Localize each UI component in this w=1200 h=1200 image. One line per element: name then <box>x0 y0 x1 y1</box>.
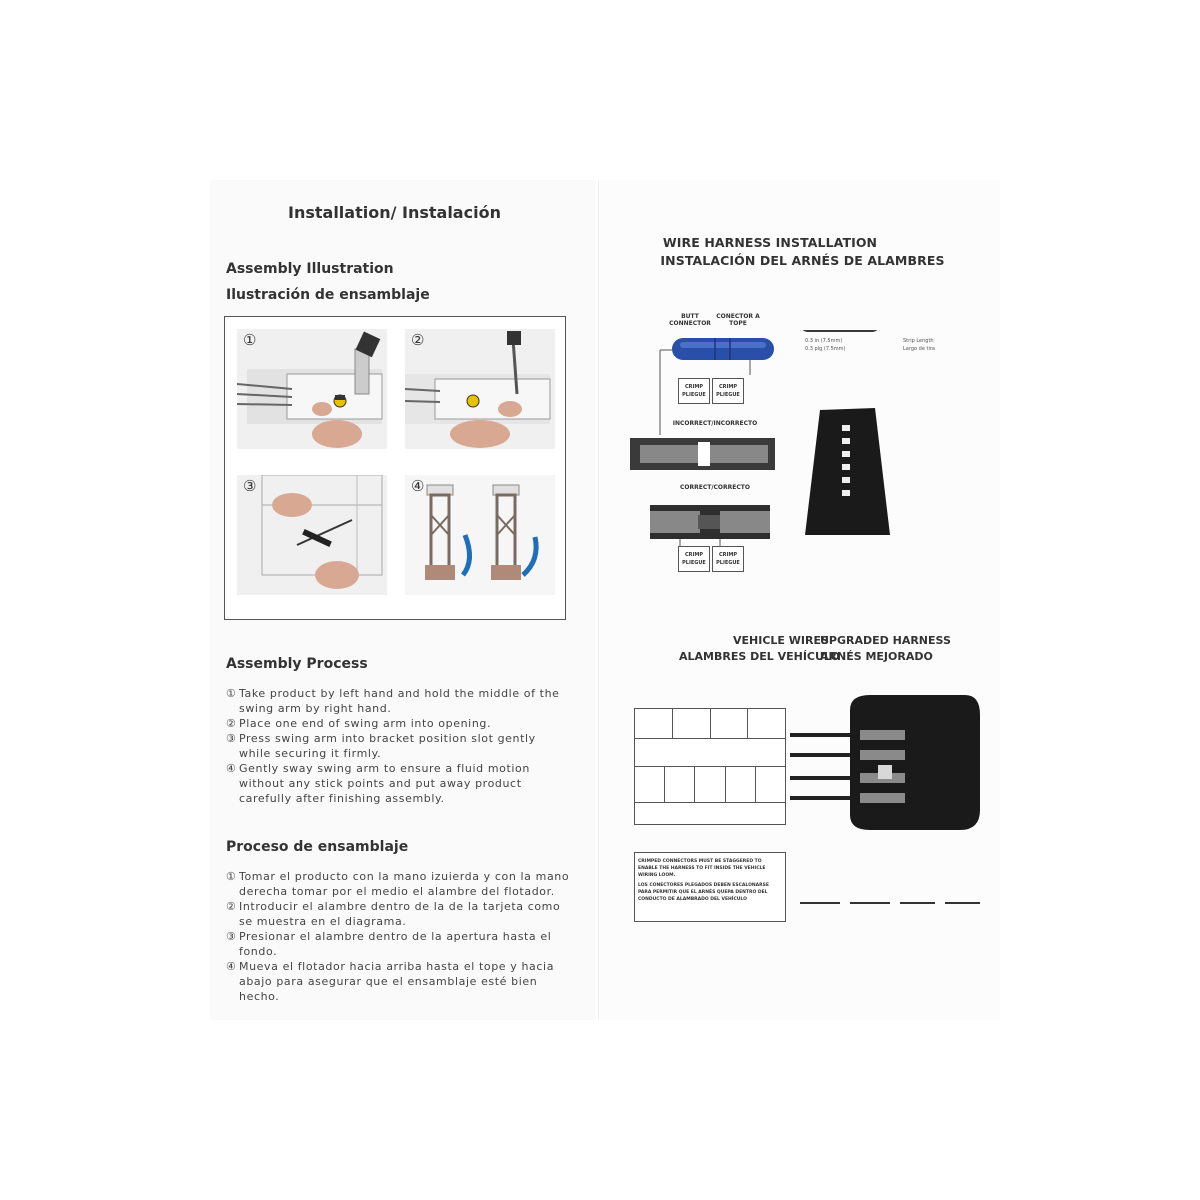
wire-color-table <box>634 708 786 825</box>
step-1-number: ① <box>243 331 257 349</box>
correct-label: CORRECT/CORRECTO <box>680 484 750 491</box>
staggered-wires-diagram <box>795 875 985 925</box>
crimp-box: CRIMP PLIEGUE <box>678 546 710 572</box>
assembly-illustration-heading: Assembly Illustration <box>226 261 394 277</box>
butt-connector-label: BUTT CONNECTOR <box>669 313 711 327</box>
wire-harness-title-es: INSTALACIÓN DEL ARNÉS DE ALAMBRES <box>660 253 945 268</box>
page-divider <box>598 180 599 1020</box>
process-step-en: ③ Press swing arm into bracket position slot gently while securing it firmly. <box>226 732 536 760</box>
strip-length-en: Strip Length <box>903 338 934 344</box>
strip-length-es: Largo de tira <box>903 346 935 352</box>
strip-measure-en: 0.3 in (7.5mm) <box>805 338 843 344</box>
note-en: CRIMPED CONNECTORS MUST BE STAGGERED TO ENABLE THE HARNESS TO FIT INSIDE THE VEHICLE WIRING LOOM. <box>638 859 766 878</box>
step-3-photo <box>237 475 387 595</box>
assembly-illustration-box <box>224 316 566 620</box>
process-step-en: ④ Gently sway swing arm to ensure a fluid motion without any stick points and put away product carefully after finishing assembly. <box>226 762 530 805</box>
wire-harness-title-en: WIRE HARNESS INSTALLATION <box>662 235 878 250</box>
step-2-number: ② <box>411 331 425 349</box>
incorrect-label: INCORRECT/INCORRECTO <box>672 420 758 427</box>
step-3-illustration <box>237 475 387 595</box>
note-es: LOS CONECTORES PLEGADOS DEBEN ESCALONARSE PARA PERMITIR QUE EL ARNÉS QUEPA DENTRO DEL CONDUCTO DE ALAMBRADO DEL VEHÍCULO <box>638 883 769 902</box>
strip-measure-es: 0.3 plg (7.5mm) <box>805 346 846 352</box>
process-step-es: ③ Presionar el alambre dentro de la apertura hasta el fondo. <box>226 930 552 958</box>
upgraded-harness-label: UPGRADED HARNESS <box>820 634 951 647</box>
step-3-number: ③ <box>243 477 257 495</box>
process-step-en: ② Place one end of swing arm into opening. <box>226 717 492 730</box>
staggered-connectors-note <box>634 852 786 922</box>
upgraded-harness-es-label: ARNÉS MEJORADO <box>820 650 933 663</box>
assembly-process-list <box>226 686 571 806</box>
process-step-es: ④ Mueva el flotador hacia arriba hasta el tope y hacia abajo para asegurar que el ensamblaje esté bien hecho. <box>226 960 555 1003</box>
wire-harness-diagram <box>620 330 1000 580</box>
conector-tope-label: CONECTOR A TOPE <box>716 313 760 327</box>
proceso-heading: Proceso de ensamblaje <box>226 839 409 855</box>
crimp-box: CRIMP PLIEGUE <box>678 378 710 404</box>
ilustracion-heading: Ilustración de ensamblaje <box>226 287 430 303</box>
step-4-illustration <box>405 475 555 595</box>
step-1-illustration <box>237 329 387 449</box>
proceso-list <box>226 869 571 1004</box>
assembly-process-heading: Assembly Process <box>226 656 368 672</box>
process-step-es: ① Tomar el producto con la mano izuierda y con la mano derecha tomar por el medio el alambre del flotador. <box>226 870 570 898</box>
step-4-photo <box>405 475 555 595</box>
installation-title: Installation/ Instalación <box>288 203 501 222</box>
vehicle-wires-label: VEHICLE WIRES <box>733 634 829 647</box>
crimp-box: CRIMP PLIEGUE <box>712 378 744 404</box>
crimp-box: CRIMP PLIEGUE <box>712 546 744 572</box>
vehicle-wires-es-label: ALAMBRES DEL VEHÍCULO <box>679 650 840 663</box>
step-1-photo <box>237 329 387 449</box>
process-step-en: ① Take product by left hand and hold the middle of the swing arm by right hand. <box>226 687 560 715</box>
step-2-photo <box>405 329 555 449</box>
step-2-illustration <box>405 329 555 449</box>
process-step-es: ② Introducir el alambre dentro de la de la tarjeta como se muestra en el diagrama. <box>226 900 561 928</box>
harness-connector-image <box>790 690 990 840</box>
step-4-number: ④ <box>411 477 425 495</box>
